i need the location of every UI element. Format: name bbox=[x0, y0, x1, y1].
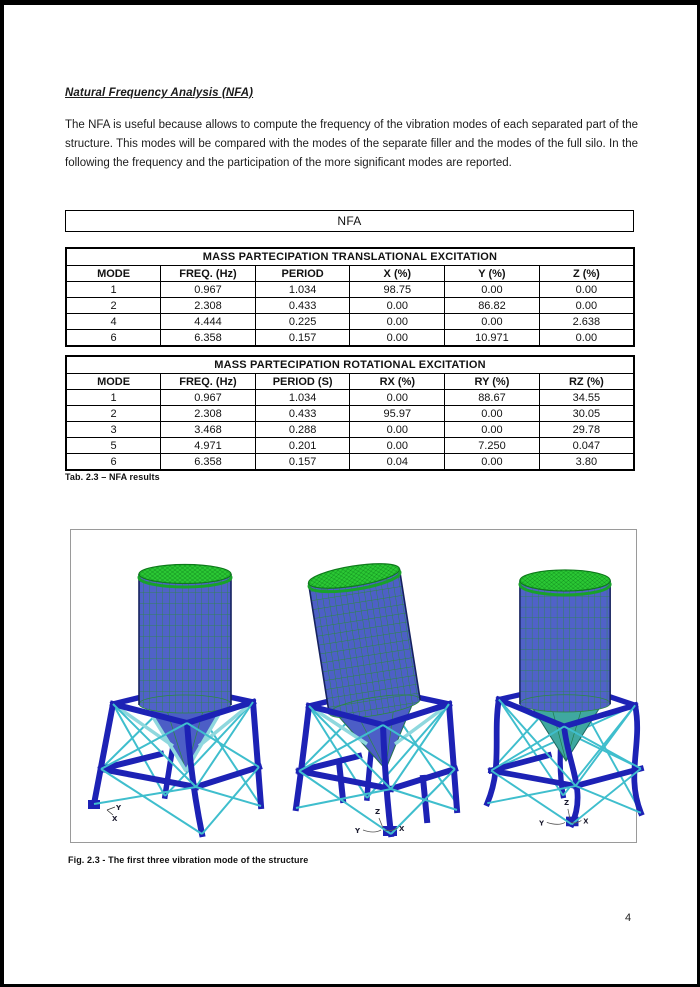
svg-text:X: X bbox=[583, 817, 589, 826]
table-cell: 0.00 bbox=[445, 406, 540, 422]
rotational-table bbox=[65, 355, 635, 471]
axis-triad bbox=[354, 808, 405, 835]
column-header: X (%) bbox=[350, 266, 445, 282]
column-header: MODE bbox=[66, 374, 161, 390]
column-header: RY (%) bbox=[445, 374, 540, 390]
table-cell: 7.250 bbox=[445, 438, 540, 454]
column-header: FREQ. (Hz) bbox=[161, 266, 256, 282]
table-cell: 0.225 bbox=[255, 314, 350, 330]
table-cell: 0.00 bbox=[445, 454, 540, 471]
table-cell: 0.157 bbox=[255, 330, 350, 347]
table-cell: 0.433 bbox=[255, 406, 350, 422]
axis-triad bbox=[538, 799, 589, 827]
table-cell: 2.308 bbox=[161, 406, 256, 422]
mode3-model-image bbox=[466, 544, 651, 839]
section-heading: Natural Frequency Analysis (NFA) bbox=[65, 87, 254, 99]
axis-triad bbox=[107, 804, 122, 823]
table-cell: 0.047 bbox=[539, 438, 634, 454]
table-cell: 0.00 bbox=[445, 282, 540, 298]
table-cell: 0.00 bbox=[539, 282, 634, 298]
column-header: Y (%) bbox=[445, 266, 540, 282]
page-number: 4 bbox=[625, 912, 632, 924]
mode2-model-image bbox=[279, 538, 479, 838]
table-cell: 0.00 bbox=[445, 314, 540, 330]
table-cell: 88.67 bbox=[445, 390, 540, 406]
table-cell: 0.433 bbox=[255, 298, 350, 314]
table-title: MASS PARTECIPATION TRANSLATIONAL EXCITATION bbox=[66, 248, 634, 266]
table-cell: 6.358 bbox=[161, 454, 256, 471]
table-header-row bbox=[66, 266, 634, 282]
column-header: FREQ. (Hz) bbox=[161, 374, 256, 390]
table-cell: 2 bbox=[66, 298, 161, 314]
svg-text:Z: Z bbox=[564, 799, 569, 808]
table-row bbox=[66, 406, 634, 422]
svg-text:X: X bbox=[112, 815, 118, 823]
column-header: Z (%) bbox=[539, 266, 634, 282]
svg-text:Y: Y bbox=[539, 819, 544, 828]
table-cell: 29.78 bbox=[539, 422, 634, 438]
svg-text:X: X bbox=[399, 825, 405, 833]
table-cell: 86.82 bbox=[445, 298, 540, 314]
column-header: PERIOD (S) bbox=[255, 374, 350, 390]
translational-table bbox=[65, 247, 635, 347]
table-cell: 0.967 bbox=[161, 390, 256, 406]
column-header: MODE bbox=[66, 266, 161, 282]
table-cell: 0.00 bbox=[350, 438, 445, 454]
table-cell: 5 bbox=[66, 438, 161, 454]
table-cell: 0.00 bbox=[350, 298, 445, 314]
table-cell: 10.971 bbox=[445, 330, 540, 347]
table-cell: 0.00 bbox=[350, 330, 445, 347]
column-header: RX (%) bbox=[350, 374, 445, 390]
table-header-row bbox=[66, 374, 634, 390]
table-cell: 2 bbox=[66, 406, 161, 422]
table-cell: 1 bbox=[66, 390, 161, 406]
table-cell: 3 bbox=[66, 422, 161, 438]
table-cell: 6.358 bbox=[161, 330, 256, 347]
document-page bbox=[4, 5, 697, 984]
table-cell: 2.638 bbox=[539, 314, 634, 330]
column-header: RZ (%) bbox=[539, 374, 634, 390]
svg-text:Y: Y bbox=[116, 804, 122, 812]
table-title-row bbox=[66, 248, 634, 266]
table-cell: 0.00 bbox=[350, 314, 445, 330]
table-cell: 6 bbox=[66, 454, 161, 471]
table-body bbox=[66, 390, 634, 471]
table-cell: 0.00 bbox=[445, 422, 540, 438]
table-cell: 0.288 bbox=[255, 422, 350, 438]
table-cell: 1.034 bbox=[255, 282, 350, 298]
table-cell: 0.04 bbox=[350, 454, 445, 471]
table-cell: 6 bbox=[66, 330, 161, 347]
table-cell: 30.05 bbox=[539, 406, 634, 422]
table-caption: Tab. 2.3 – NFA results bbox=[65, 472, 160, 482]
mode1-model-image bbox=[85, 538, 281, 838]
table-cell: 0.00 bbox=[539, 330, 634, 347]
table-cell: 0.157 bbox=[255, 454, 350, 471]
svg-text:Z: Z bbox=[375, 808, 381, 816]
table-cell: 4.971 bbox=[161, 438, 256, 454]
nfa-title-box bbox=[65, 210, 634, 232]
table-row bbox=[66, 422, 634, 438]
table-cell: 0.201 bbox=[255, 438, 350, 454]
table-row bbox=[66, 454, 634, 471]
svg-text:Y: Y bbox=[355, 827, 361, 835]
table-cell: 0.00 bbox=[350, 422, 445, 438]
table-cell: 4 bbox=[66, 314, 161, 330]
table-cell: 98.75 bbox=[350, 282, 445, 298]
table-row bbox=[66, 282, 634, 298]
table-cell: 1.034 bbox=[255, 390, 350, 406]
table-row bbox=[66, 390, 634, 406]
table-body bbox=[66, 282, 634, 347]
table-cell: 3.80 bbox=[539, 454, 634, 471]
table-row bbox=[66, 438, 634, 454]
table-cell: 0.967 bbox=[161, 282, 256, 298]
table-title-row bbox=[66, 356, 634, 374]
figure-caption: Fig. 2.3 - The first three vibration mode of the structure bbox=[68, 855, 309, 865]
column-header: PERIOD bbox=[255, 266, 350, 282]
table-cell: 95.97 bbox=[350, 406, 445, 422]
table-cell: 3.468 bbox=[161, 422, 256, 438]
table-row bbox=[66, 314, 634, 330]
table-title: MASS PARTECIPATION ROTATIONAL EXCITATION bbox=[66, 356, 634, 374]
table-cell: 34.55 bbox=[539, 390, 634, 406]
table-row bbox=[66, 330, 634, 347]
table-cell: 0.00 bbox=[539, 298, 634, 314]
table-cell: 1 bbox=[66, 282, 161, 298]
table-cell: 4.444 bbox=[161, 314, 256, 330]
table-cell: 2.308 bbox=[161, 298, 256, 314]
table-cell: 0.00 bbox=[350, 390, 445, 406]
figure-image bbox=[70, 529, 637, 843]
nfa-title-label: NFA bbox=[337, 214, 362, 228]
table-row bbox=[66, 298, 634, 314]
body-paragraph: The NFA is useful because allows to compute the frequency of the vibration modes of each separated part of the structure. This modes will be compared with the modes of the separate filler and the modes of the full silo. In the following the frequency and the participation of the more significant modes are reported. bbox=[65, 119, 638, 169]
